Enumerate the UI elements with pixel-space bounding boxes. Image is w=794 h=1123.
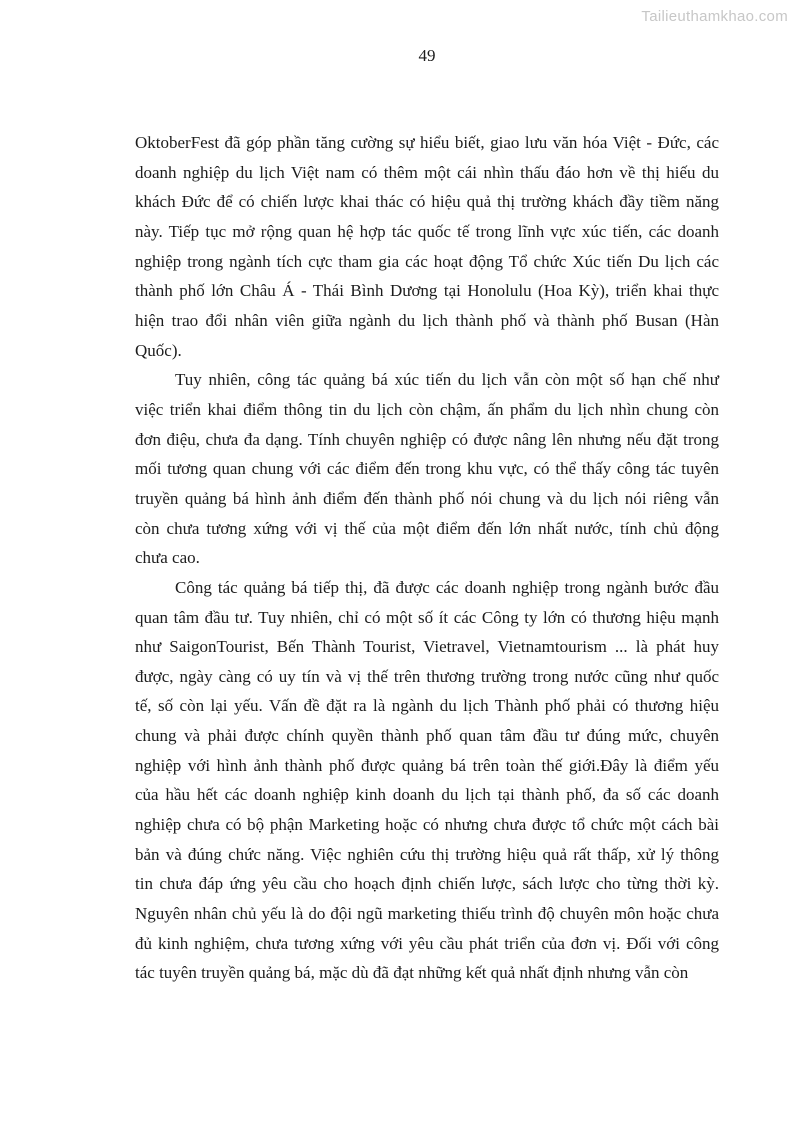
text-line: đơn điệu, chưa đa dạng. Tính chuyên nghiệp có được nâng lên nhưng nếu đặt trong	[135, 429, 719, 449]
text-line: truyền quảng bá hình ảnh điểm đến thành phố nói chung và du lịch nói riêng vẫn	[135, 488, 719, 508]
text-line: bản và đúng chức năng. Việc nghiên cứu thị trường hiệu quả rất thấp, xử lý thông	[135, 844, 719, 864]
text-line: mối tương quan chung với các điểm đến trong khu vực, có thể thấy công tác tuyên	[135, 459, 719, 479]
text-line: Công tác quảng bá tiếp thị, đã được các doanh nghiệp trong ngành bước đầu	[175, 577, 719, 597]
page-number: 49	[418, 46, 436, 65]
text-line: Quốc).	[135, 340, 182, 360]
text-line: hiện trao đổi nhân viên giữa ngành du lịch thành phố và thành phố Busan (Hàn	[135, 310, 719, 330]
text-line: Nguyên nhân chủ yếu là do đội ngũ marketing thiếu trình độ chuyên môn hoặc chưa	[135, 904, 719, 924]
text-line: chưa cao.	[135, 548, 200, 568]
text-line: quan tâm đầu tư. Tuy nhiên, chỉ có một số ít các Công ty lớn có thương hiệu mạnh	[135, 607, 719, 627]
text-line: nghiệp với hình ảnh thành phố được quảng bá trên toàn thế giới.Đây là điểm yếu	[135, 755, 719, 775]
text-line: nghiệp chưa có bộ phận Marketing hoặc có nhưng chưa được tổ chức một cách bài	[135, 815, 719, 835]
text-line: thành phố lớn Châu Á - Thái Bình Dương tại Honolulu (Hoa Kỳ), triển khai thực	[135, 281, 719, 301]
text-line: đủ kinh nghiệm, chưa tương xứng với yêu cầu phát triển của đơn vị. Đối với công	[135, 933, 719, 953]
text-line: tin chưa đáp ứng yêu cầu cho hoạch định chiến lược, sách lược cho từng thời kỳ.	[135, 874, 719, 894]
watermark: Tailieuthamkhao.com	[641, 8, 788, 25]
text-line: này. Tiếp tục mở rộng quan hệ hợp tác quốc tế trong lĩnh vực xúc tiến, các doanh	[135, 221, 719, 241]
text-line: tế, số còn lại yếu. Vấn đề đặt ra là ngành du lịch Thành phố phải có thương hiệu	[135, 696, 719, 716]
text-line: được, ngày càng có uy tín và vị thế trên thương trường trong nước cũng như quốc	[135, 666, 719, 686]
text-line: chung và phải được chính quyền thành phố quan tâm đầu tư đúng mức, chuyên	[135, 726, 719, 746]
text-line: doanh nghiệp du lịch Việt nam có thêm một cái nhìn thấu đáo hơn về thị hiếu du	[135, 162, 719, 182]
text-line: OktoberFest đã góp phần tăng cường sự hiểu biết, giao lưu văn hóa Việt - Đức, các	[135, 133, 719, 152]
text-line: khách Đức để có chiến lược khai thác có hiệu quả thị trường khách đầy tiềm năng	[135, 192, 719, 212]
document-body	[135, 128, 719, 988]
text-line: việc triển khai điểm thông tin du lịch còn chậm, ấn phẩm du lịch nhìn chung còn	[135, 399, 719, 419]
text-line: như SaigonTourist, Bến Thành Tourist, Vietravel, Vietnamtourism ... là phát huy	[135, 637, 719, 657]
text-line: nghiệp trong ngành tích cực tham gia các hoạt động Tổ chức Xúc tiến Du lịch các	[135, 251, 719, 271]
text-line: Tuy nhiên, công tác quảng bá xúc tiến du lịch vẫn còn một số hạn chế như	[175, 370, 719, 390]
text-line: còn chưa tương xứng với vị thế của một điểm đến lớn nhất nước, tính chủ động	[135, 518, 719, 538]
text-line: của hầu hết các doanh nghiệp kinh doanh du lịch tại thành phố, đa số các doanh	[135, 785, 719, 805]
text-line: tác tuyên truyền quảng bá, mặc dù đã đạt những kết quả nhất định nhưng vẫn còn	[135, 963, 689, 983]
